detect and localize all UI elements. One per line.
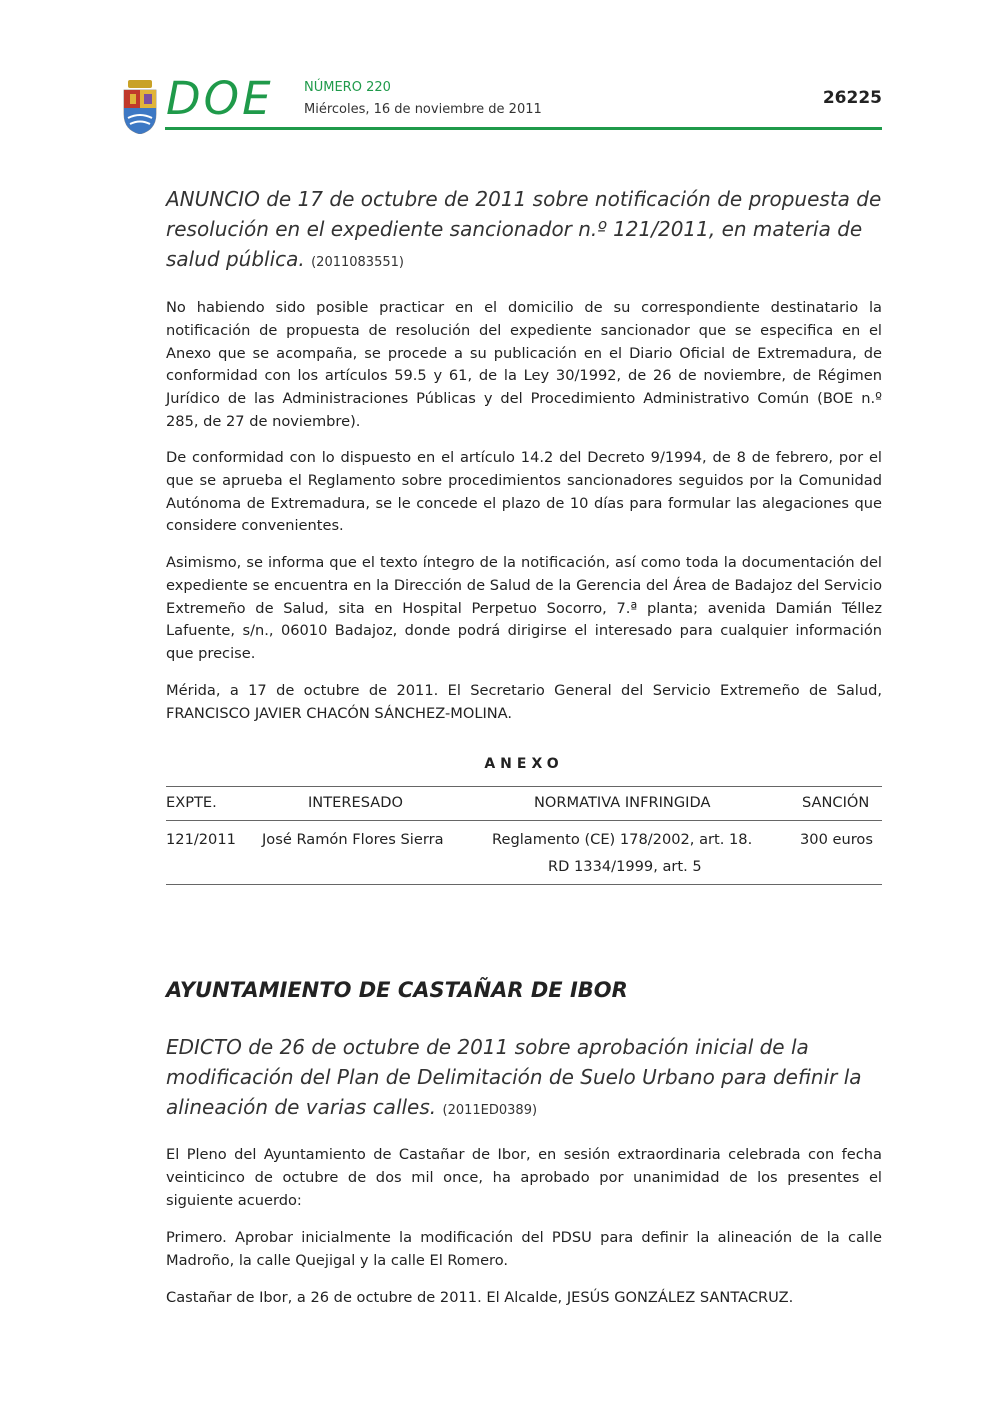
anuncio-paragraph: No habiendo sido posible practicar en el domicilio de su correspondiente destinatario la notificación de propuesta de resolución del expediente sancionador que se especifica en el Anexo que se acompaña, se procede a su publicación en el Diario Oficial de Extremadura, de conformidad con los artículos 59.5 y 61, de la Ley 30/1992, de 26 de noviembre, de Régimen Jurídico de las Administraciones Públicas y del Procedimiento Administrativo Común (BOE n.º 285, de 27 de noviembre). [166, 299, 882, 430]
page-number: 26225 [822, 88, 882, 108]
edicto-signature: Castañar de Ibor, a 26 de octubre de 2011. El Alcalde, JESÚS GONZÁLEZ SANTACRUZ. [166, 1289, 794, 1306]
anuncio-code: (2011083551) [311, 255, 404, 270]
anuncio-paragraph-3-block [166, 552, 882, 666]
doe-logo: DOE [166, 72, 274, 125]
table-bottom-rule [166, 884, 882, 885]
header-divider [165, 127, 882, 130]
cell-normativa-1: Reglamento (CE) 178/2002, art. 18. [492, 831, 753, 848]
page-header [120, 72, 882, 132]
edicto-code: (2011ED0389) [442, 1103, 538, 1118]
edicto-paragraph: Primero. Aprobar inicialmente la modificación del PDSU para definir la alineación de la calle Madroño, la calle Quejigal y la calle El Romero. [166, 1229, 882, 1269]
anuncio-title-block [166, 184, 882, 278]
anuncio-paragraph-2-block [166, 447, 882, 538]
edicto-paragraph-2-block [166, 1227, 882, 1273]
anuncio-signature-block [166, 680, 882, 726]
header-normativa: NORMATIVA INFRINGIDA [534, 794, 711, 811]
cell-normativa-2: RD 1334/1999, art. 5 [548, 858, 702, 875]
header-sancion: SANCIÓN [802, 794, 870, 811]
edicto-title-block [166, 1032, 882, 1126]
anuncio-paragraph: Asimismo, se informa que el texto íntegro de la notificación, así como toda la documentación del expediente se encuentra en la Dirección de Salud de la Gerencia del Área de Badajoz del Servicio Extremeño de Salud, sita en Hospital Perpetuo Socorro, 7.ª planta; avenida Damián Téllez Lafuente, s/n., 06010 Badajoz, donde podrá dirigirse el interesado para cualquier información que precise. [166, 554, 882, 663]
edicto-title [166, 1032, 882, 1126]
edicto-paragraph: El Pleno del Ayuntamiento de Castañar de Ibor, en sesión extraordinaria celebrada con fecha veinticinco de octubre de dos mil once, ha aprobado por unanimidad de los presentes el siguiente acuerdo: [166, 1146, 882, 1209]
anexo-title: ANEXO [484, 756, 564, 772]
table-top-rule [166, 786, 882, 787]
anuncio-paragraph: De conformidad con lo dispuesto en el artículo 14.2 del Decreto 9/1994, de 8 de febrero, por el que se aprueba el Reglamento sobre procedimientos sancionadores seguidos por la Comunidad Autónoma de Extremadura, se le concede el plazo de 10 días para formular las alegaciones que considere convenientes. [166, 449, 882, 535]
anuncio-title [166, 184, 882, 278]
cell-sancion: 300 euros [800, 831, 873, 848]
coat-of-arms-icon [122, 80, 158, 134]
cell-interesado: José Ramón Flores Sierra [262, 831, 444, 848]
anuncio-title-text: ANUNCIO de 17 de octubre de 2011 sobre notificación de propuesta de resolución en el expediente sancionador n.º 121/2011, en materia de salud pública. [166, 187, 882, 271]
issue-number: NÚMERO 220 [304, 80, 391, 95]
edicto-title-text: EDICTO de 26 de octubre de 2011 sobre aprobación inicial de la modificación del Plan de Delimitación de Suelo Urbano para definir la alineación de varias calles. [166, 1035, 862, 1119]
table-header-rule [166, 820, 882, 821]
section-heading: AYUNTAMIENTO DE CASTAÑAR DE IBOR [166, 978, 628, 1002]
anuncio-paragraph-1-block [166, 297, 882, 434]
edicto-paragraph-1-block [166, 1144, 882, 1212]
cell-expte: 121/2011 [166, 831, 236, 848]
issue-date: Miércoles, 16 de noviembre de 2011 [304, 102, 542, 117]
edicto-signature-block [166, 1287, 882, 1310]
anuncio-signature: Mérida, a 17 de octubre de 2011. El Secretario General del Servicio Extremeño de Salud, FRANCISCO JAVIER CHACÓN SÁNCHEZ-MOLINA. [166, 682, 882, 722]
header-interesado: INTERESADO [308, 794, 403, 811]
header-expte: EXPTE. [166, 794, 217, 811]
